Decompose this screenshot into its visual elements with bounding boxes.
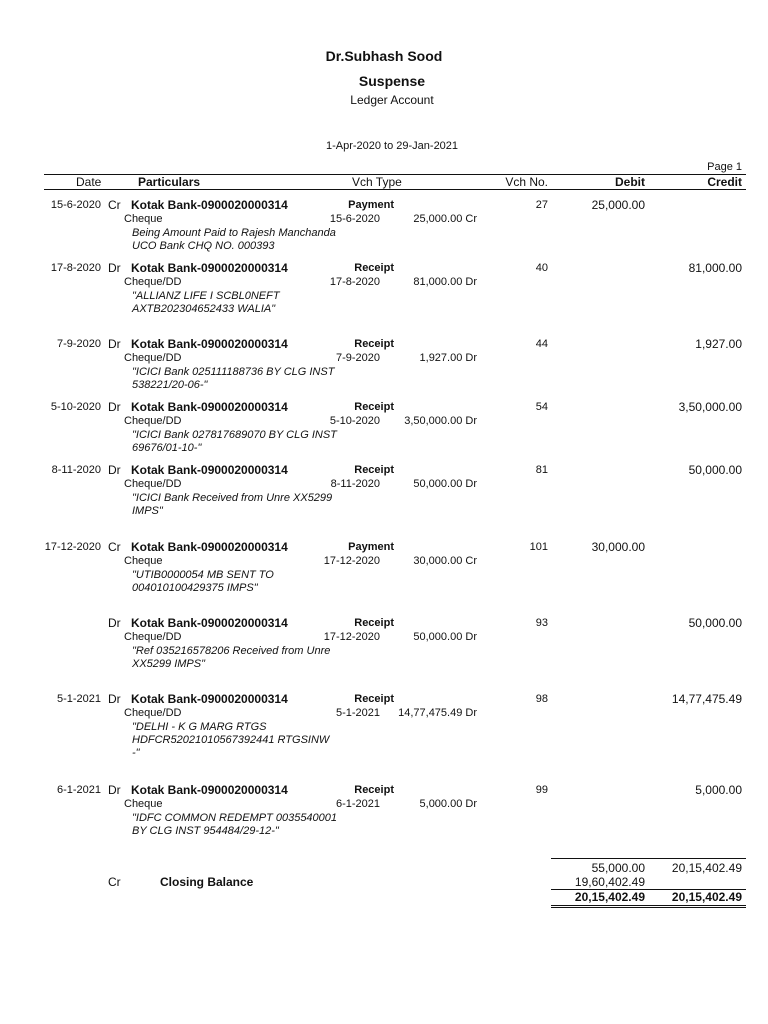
entry-drcr: Dr (108, 463, 121, 477)
entry-instrument-date: 7-9-2020 (335, 352, 380, 364)
entry-credit: 1,927.00 (695, 337, 742, 351)
entry-instrument-date: 5-1-2021 (335, 707, 380, 719)
entry-instrument-date: 8-11-2020 (330, 478, 380, 490)
entry-narration-line: UCO Bank CHQ NO. 000393 (132, 240, 275, 252)
entry-instrument-date: 17-12-2020 (323, 631, 380, 643)
column-header-date: Date (76, 175, 102, 189)
entry-vch-type: Receipt (354, 262, 394, 274)
entry-instrument-mode: Cheque/DD (124, 415, 182, 427)
account-name: Suspense (358, 73, 426, 89)
entry-vch-no: 40 (535, 262, 548, 274)
entry-narration-line: "ALLIANZ LIFE I SCBL0NEFT (132, 290, 280, 302)
column-header-credit: Credit (707, 175, 742, 189)
entry-vch-no: 27 (535, 199, 548, 211)
entry-vch-no: 98 (535, 693, 548, 705)
ledger-entry (0, 540, 768, 594)
entry-date: 8-11-2020 (51, 464, 101, 476)
ledger-entry (0, 261, 768, 315)
entry-instrument-amount: 30,000.00 Cr (413, 555, 477, 567)
entry-narration-line: AXTB202304652433 WALIA" (132, 303, 276, 315)
entry-narration-line: -" (132, 747, 140, 759)
entry-account: Kotak Bank-0900020000314 (131, 337, 288, 351)
entry-instrument-amount: 25,000.00 Cr (413, 213, 477, 225)
entry-drcr: Dr (108, 337, 121, 351)
entry-instrument-amount: 14,77,475.49 Dr (398, 707, 477, 719)
grand-total-debit: 20,15,402.49 (574, 890, 645, 904)
ledger-entry (0, 337, 768, 391)
entry-account: Kotak Bank-0900020000314 (131, 198, 288, 212)
entry-instrument-amount: 3,50,000.00 Dr (404, 415, 477, 427)
entry-date: 17-8-2020 (50, 262, 101, 274)
entry-vch-type: Receipt (354, 693, 394, 705)
entry-account: Kotak Bank-0900020000314 (131, 463, 288, 477)
entry-narration-line: XX5299 IMPS" (132, 658, 205, 670)
entry-drcr: Dr (108, 783, 121, 797)
ledger-entry (0, 198, 768, 252)
entry-instrument-mode: Cheque/DD (124, 478, 182, 490)
ledger-entry (0, 692, 768, 759)
closing-balance-debit: 19,60,402.49 (574, 875, 645, 889)
ledger-entry (0, 616, 768, 670)
report-type: Ledger Account (350, 93, 434, 107)
entry-vch-type: Receipt (354, 464, 394, 476)
entry-instrument-amount: 50,000.00 Dr (413, 631, 477, 643)
entry-credit: 81,000.00 (688, 261, 742, 275)
entry-debit: 25,000.00 (591, 198, 645, 212)
entry-credit: 50,000.00 (688, 616, 742, 630)
entry-instrument-amount: 81,000.00 Dr (413, 276, 477, 288)
entry-drcr: Cr (108, 540, 121, 554)
closing-drcr: Cr (108, 875, 121, 889)
ledger-entry (0, 783, 768, 837)
entry-vch-type: Receipt (354, 401, 394, 413)
grand-total-double-rule-2 (551, 907, 746, 908)
entry-instrument-date: 15-6-2020 (329, 213, 380, 225)
entry-vch-no: 93 (535, 617, 548, 629)
entry-narration-line: HDFCR52021010567392441 RTGSINW (132, 734, 330, 746)
entry-debit: 30,000.00 (591, 540, 645, 554)
entry-credit: 3,50,000.00 (678, 400, 742, 414)
entry-narration-line: IMPS" (132, 505, 163, 517)
entry-date: 15-6-2020 (50, 199, 101, 211)
credit-subtotal: 20,15,402.49 (671, 861, 742, 875)
entry-vch-no: 44 (535, 338, 548, 350)
entry-vch-type: Payment (348, 199, 394, 211)
entry-narration-line: "ICICI Bank 025111188736 BY CLG INST (132, 366, 335, 378)
entry-instrument-mode: Cheque/DD (124, 276, 182, 288)
entry-narration-line: 69676/01-10-" (132, 442, 202, 454)
entry-instrument-mode: Cheque/DD (124, 352, 182, 364)
entry-drcr: Dr (108, 400, 121, 414)
entry-narration-line: 538221/20-06-" (132, 379, 208, 391)
entry-narration-line: BY CLG INST 954484/29-12-" (132, 825, 279, 837)
entry-instrument-mode: Cheque (124, 798, 163, 810)
grand-total-double-rule-1 (551, 905, 746, 906)
page-number: Page 1 (707, 161, 742, 173)
totals-top-rule (551, 858, 746, 859)
entry-instrument-amount: 50,000.00 Dr (413, 478, 477, 490)
entry-instrument-mode: Cheque/DD (124, 707, 182, 719)
entry-account: Kotak Bank-0900020000314 (131, 692, 288, 706)
entry-drcr: Dr (108, 692, 121, 706)
entry-narration-line: 004010100429375 IMPS" (132, 582, 258, 594)
entry-drcr: Dr (108, 616, 121, 630)
column-header-vch-no: Vch No. (505, 175, 548, 189)
debit-subtotal: 55,000.00 (591, 861, 645, 875)
entry-instrument-amount: 5,000.00 Dr (419, 798, 477, 810)
entry-instrument-date: 17-8-2020 (329, 276, 380, 288)
report-period: 1-Apr-2020 to 29-Jan-2021 (325, 140, 459, 152)
entry-credit: 5,000.00 (695, 783, 742, 797)
column-header-particulars: Particulars (138, 175, 201, 189)
entry-instrument-amount: 1,927.00 Dr (419, 352, 477, 364)
entry-narration-line: "ICICI Bank 027817689070 BY CLG INST (132, 429, 337, 441)
entry-date: 5-1-2021 (56, 693, 101, 705)
entry-instrument-mode: Cheque (124, 213, 163, 225)
header-bottom-rule (44, 189, 746, 190)
column-header-debit: Debit (615, 175, 645, 189)
entry-date: 6-1-2021 (56, 784, 101, 796)
entry-drcr: Dr (108, 261, 121, 275)
entry-vch-no: 54 (535, 401, 548, 413)
grand-total-credit: 20,15,402.49 (671, 890, 742, 904)
entry-credit: 14,77,475.49 (671, 692, 742, 706)
entry-instrument-mode: Cheque/DD (124, 631, 182, 643)
entry-drcr: Cr (108, 198, 121, 212)
column-header-vch-type: Vch Type (352, 175, 402, 189)
entry-narration-line: "UTIB0000054 MB SENT TO (132, 569, 274, 581)
entry-account: Kotak Bank-0900020000314 (131, 400, 288, 414)
entry-date: 7-9-2020 (56, 338, 101, 350)
entry-instrument-date: 17-12-2020 (323, 555, 380, 567)
entry-vch-type: Receipt (354, 338, 394, 350)
entry-narration-line: Being Amount Paid to Rajesh Manchanda (132, 227, 336, 239)
entry-vch-no: 81 (535, 464, 548, 476)
entry-instrument-mode: Cheque (124, 555, 163, 567)
entry-narration-line: "ICICI Bank Received from Unre XX5299 (132, 492, 333, 504)
entry-vch-no: 101 (529, 541, 548, 553)
company-name: Dr.Subhash Sood (325, 48, 443, 64)
entry-vch-no: 99 (535, 784, 548, 796)
entry-account: Kotak Bank-0900020000314 (131, 540, 288, 554)
entry-narration-line: "DELHI - K G MARG RTGS (132, 721, 267, 733)
entry-instrument-date: 6-1-2021 (335, 798, 380, 810)
entry-instrument-date: 5-10-2020 (329, 415, 380, 427)
entry-date: 17-12-2020 (44, 541, 101, 553)
entry-narration-line: "IDFC COMMON REDEMPT 0035540001 (132, 812, 338, 824)
closing-balance-label: Closing Balance (160, 875, 254, 889)
entry-credit: 50,000.00 (688, 463, 742, 477)
entry-account: Kotak Bank-0900020000314 (131, 783, 288, 797)
ledger-entry (0, 400, 768, 454)
entry-account: Kotak Bank-0900020000314 (131, 616, 288, 630)
entry-vch-type: Payment (348, 541, 394, 553)
entry-narration-line: "Ref 035216578206 Received from Unre (132, 645, 331, 657)
ledger-entry (0, 463, 768, 517)
entry-vch-type: Receipt (354, 784, 394, 796)
entry-vch-type: Receipt (354, 617, 394, 629)
entry-account: Kotak Bank-0900020000314 (131, 261, 288, 275)
entry-date: 5-10-2020 (50, 401, 101, 413)
